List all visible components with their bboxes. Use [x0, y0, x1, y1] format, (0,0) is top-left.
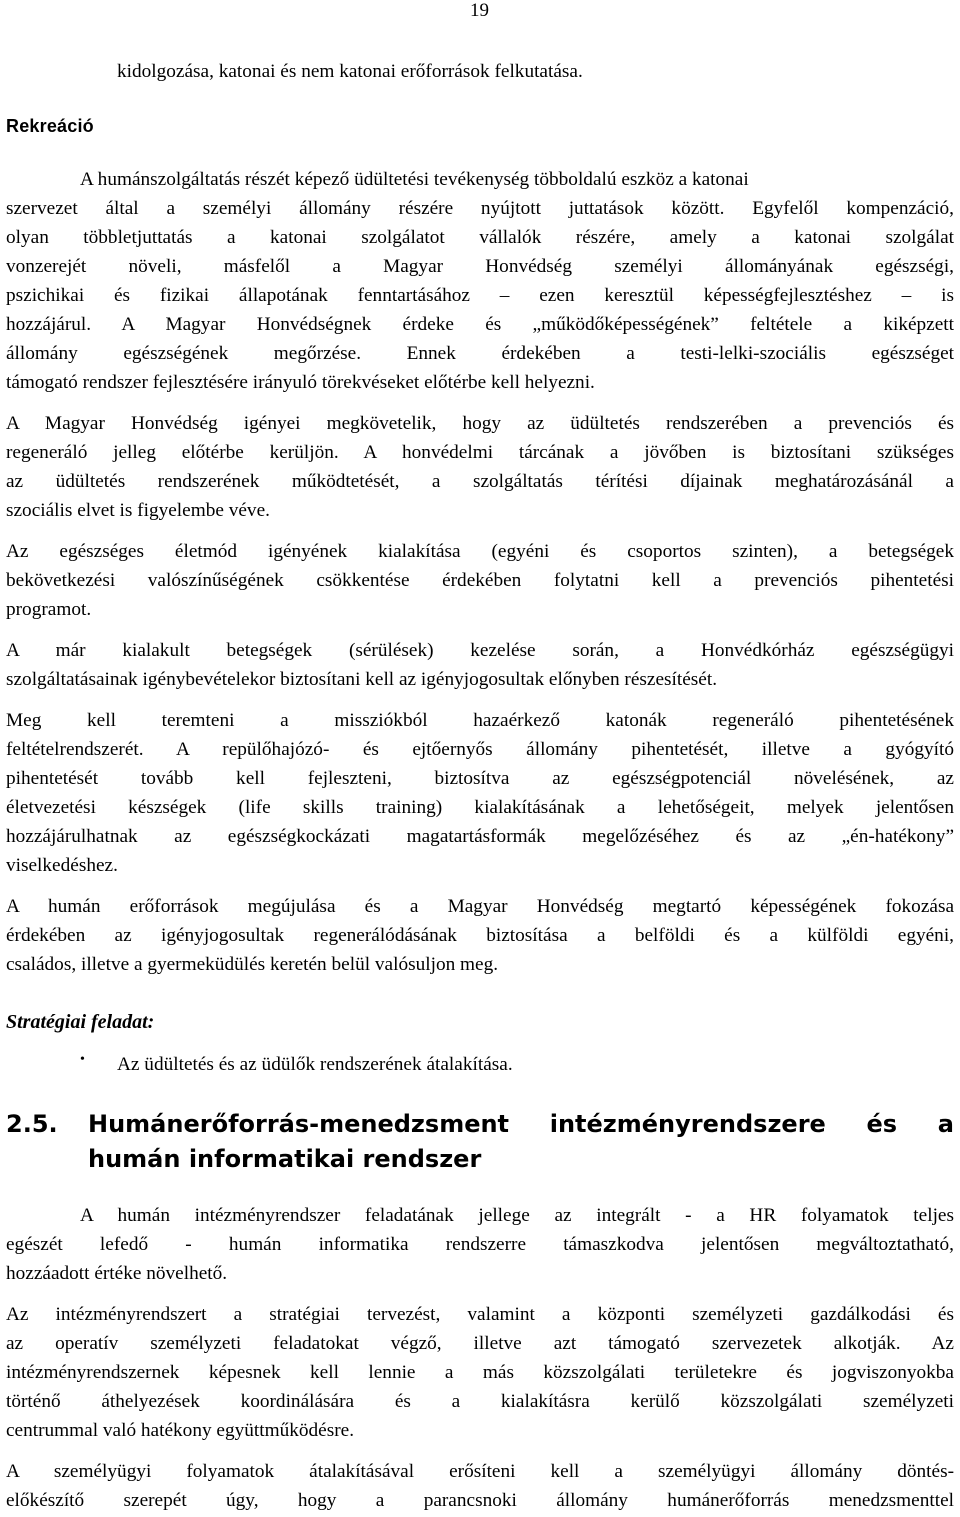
- p9-line-2: előkészítő szerepét úgy, hogy a parancsnoki állomány humánerőforrás menedzsmenttel: [6, 1490, 954, 1511]
- p6-line-2: érdekében az igényjogosultak regenerálódásának biztosítása a belföldi és a külföldi egyéni,: [6, 925, 954, 946]
- section-title-line-2: humán informatikai rendszer: [88, 1145, 482, 1173]
- p9-line-1: A személyügyi folyamatok átalakításával erősíteni kell a személyügyi állomány döntés-: [6, 1461, 954, 1482]
- p1-line-4: vonzerejét növeli, másfelől a Magyar Honvédség személyi állományának egészségi,: [6, 256, 954, 277]
- p1-line-3: olyan többletjuttatás a katonai szolgálatot vállalók részére, amely a katonai szolgálat: [6, 227, 954, 248]
- p2-line-1: A Magyar Honvédség igényei megkövetelik, hogy az üdültetés rendszerében a prevenciós és: [6, 413, 954, 434]
- p1-line-6: hozzájárul. A Magyar Honvédségnek érdeke és „működőképességének” feltétele a kiképzett: [6, 314, 954, 335]
- strategic-task-label: Stratégiai feladat:: [6, 1011, 155, 1033]
- p1-line-2: szervezet által a személyi állomány részére nyújtott juttatások között. Egyfelől kompenzáció,: [6, 198, 954, 219]
- p4-line-1: A már kialakult betegségek (sérülések) kezelése során, a Honvédkórház egészségügyi: [6, 640, 954, 661]
- p8-line-2: az operatív személyzeti feladatokat végző, illetve azt támogató szervezetek alkotják. Az: [6, 1333, 954, 1354]
- p1-line-1: A humánszolgáltatás részét képező üdültetési tevékenység többoldalú eszköz a katonai: [80, 169, 749, 190]
- p8-line-5: centrummal való hatékony együttműködésre.: [6, 1420, 355, 1441]
- page-number: 19: [470, 0, 489, 21]
- section-title-line-1: Humánerőforrás-menedzsment intézményrendszere és a: [88, 1110, 954, 1138]
- p2-line-4: szociális elvet is figyelembe véve.: [6, 500, 270, 521]
- p5-line-2: feltételrendszerét. A repülőhajózó- és ejtőernyős állomány pihentetését, illetve a gyógyító: [6, 739, 954, 760]
- p6-line-3: családos, illetve a gyermeküdülés keretén belül valósuljon meg.: [6, 954, 499, 975]
- p5-line-6: viselkedéshez.: [6, 855, 118, 876]
- p3-line-2: bekövetkezési valószínűségének csökkentése érdekében folytatni kell a prevenciós pihentetési: [6, 570, 954, 591]
- p8-line-4: történő áthelyezések koordinálására és a kialakításra kerülő közszolgálati személyzeti: [6, 1391, 954, 1412]
- p7-line-2: egészét lefedő - humán informatika rendszerre támaszkodva jelentősen megváltoztatható,: [6, 1234, 954, 1255]
- p1-line-8: támogató rendszer fejlesztésére irányuló törekvéseket előtérbe kell helyezni.: [6, 372, 595, 393]
- strategic-task-item: Az üdültetés és az üdülők rendszerének átalakítása.: [117, 1054, 513, 1075]
- p2-line-3: az üdültetés rendszerének működtetését, a szolgáltatás térítési díjainak meghatározásánál a: [6, 471, 954, 492]
- section-number: 2.5.: [6, 1110, 58, 1138]
- p7-line-1: A humán intézményrendszer feladatának jellege az integrált - a HR folyamatok teljes: [80, 1205, 954, 1226]
- p3-line-3: programot.: [6, 599, 92, 620]
- p5-line-1: Meg kell teremteni a missziókból hazaérkező katonák regeneráló pihentetésének: [6, 710, 954, 731]
- p6-line-1: A humán erőforrások megújulása és a Magyar Honvédség megtartó képességének fokozása: [6, 896, 954, 917]
- p4-line-2: szolgáltatásainak igénybevételekor biztosítani kell az igényjogosultak előnyben részesítését.: [6, 669, 718, 690]
- p7-line-3: hozzáadott értéke növelhető.: [6, 1263, 228, 1284]
- p1-line-5: pszichikai és fizikai állapotának fenntartásához – ezen keresztül képességfejlesztéshez – is: [6, 285, 954, 306]
- p8-line-3: intézményrendszernek képesnek kell lennie a más közszolgálati területekre és jogviszonyokba: [6, 1362, 954, 1383]
- p3-line-1: Az egészséges életmód igényének kialakítása (egyéni és csoportos szinten), a betegségek: [6, 541, 954, 562]
- p2-line-2: regeneráló jelleg előtérbe kerüljön. A honvédelmi tárcának a jövőben is biztosítani szükséges: [6, 442, 954, 463]
- p8-line-1: Az intézményrendszert a stratégiai tervezést, valamint a központi személyzeti gazdálkodási és: [6, 1304, 954, 1325]
- p1-line-7: állomány egészségének megőrzése. Ennek érdekében a testi-lelki-szociális egészséget: [6, 343, 954, 364]
- intro-line: kidolgozása, katonai és nem katonai erőforrások felkutatása.: [117, 61, 583, 82]
- p5-line-3: pihentetését tovább kell fejleszteni, biztosítva az egészségpotenciál növelésének, az: [6, 768, 954, 789]
- p5-line-5: hozzájárulhatnak az egészségkockázati magatartásformák megelőzéséhez és az „én-hatékony”: [6, 826, 954, 847]
- bullet-icon: •: [80, 1052, 85, 1067]
- p5-line-4: életvezetési készségek (life skills training) kialakításának a lehetőségeit, melyek jelentősen: [6, 797, 954, 818]
- section-heading-rekreacio: Rekreáció: [6, 116, 94, 136]
